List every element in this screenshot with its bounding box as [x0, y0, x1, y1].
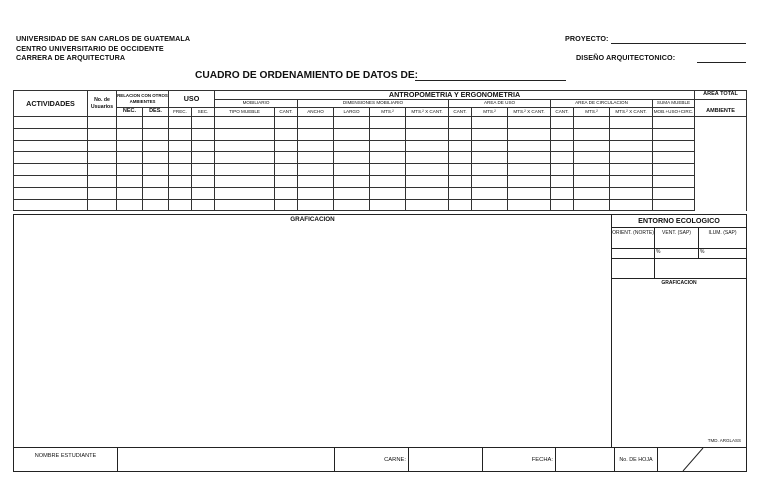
table-cell[interactable]	[143, 128, 169, 140]
table-cell[interactable]	[192, 199, 215, 211]
ilum-value[interactable]: %	[700, 249, 705, 255]
table-cell[interactable]	[508, 199, 551, 211]
table-cell[interactable]	[406, 152, 449, 164]
table-cell[interactable]	[449, 187, 472, 199]
table-cell[interactable]	[610, 117, 653, 129]
table-cell[interactable]	[117, 199, 143, 211]
table-cell[interactable]	[508, 117, 551, 129]
table-cell[interactable]	[449, 152, 472, 164]
graficacion-panel[interactable]	[13, 214, 612, 448]
table-cell[interactable]	[215, 117, 275, 129]
table-cell[interactable]	[117, 187, 143, 199]
data-table	[13, 90, 747, 211]
table-cell[interactable]	[472, 117, 508, 129]
table-cell[interactable]	[574, 128, 610, 140]
table-cell[interactable]	[508, 187, 551, 199]
table-cell	[695, 175, 747, 187]
table-cell[interactable]	[298, 187, 334, 199]
table-cell	[695, 140, 747, 152]
carne-field[interactable]	[409, 448, 483, 471]
table-cell[interactable]	[449, 140, 472, 152]
table-cell[interactable]	[192, 152, 215, 164]
table-cell[interactable]	[192, 164, 215, 176]
table-cell[interactable]	[370, 117, 406, 129]
table-cell[interactable]	[406, 199, 449, 211]
entorno-ilum: ILUM. (SAP)	[708, 230, 737, 236]
col-ambiente: AMBIENTE	[695, 108, 747, 117]
col-mts2-uso: MTS.²	[472, 108, 508, 117]
table-cell[interactable]	[215, 199, 275, 211]
credit-text: TMD. ARGLASS	[707, 438, 741, 443]
table-cell[interactable]	[551, 140, 574, 152]
table-cell[interactable]	[117, 175, 143, 187]
col-cant-mob: CANT.	[275, 108, 298, 117]
table-cell[interactable]	[117, 140, 143, 152]
table-cell[interactable]	[370, 187, 406, 199]
table-cell[interactable]	[551, 199, 574, 211]
table-cell[interactable]	[653, 117, 695, 129]
graficacion-label: GRAFICACION	[290, 216, 335, 223]
table-cell[interactable]	[275, 117, 298, 129]
table-cell[interactable]	[574, 175, 610, 187]
table-cell[interactable]	[169, 128, 192, 140]
table-cell[interactable]	[370, 152, 406, 164]
table-cell[interactable]	[275, 152, 298, 164]
table-cell[interactable]	[370, 199, 406, 211]
table-cell[interactable]	[275, 140, 298, 152]
diseno-field[interactable]	[697, 62, 746, 63]
table-cell[interactable]	[88, 164, 117, 176]
table-cell[interactable]	[275, 175, 298, 187]
table-cell[interactable]	[192, 140, 215, 152]
no-hoja-label: No. DE HOJA	[615, 448, 658, 471]
group-area-circulacion: AREA DE CIRCULACION	[551, 100, 653, 108]
table-cell[interactable]	[610, 128, 653, 140]
table-cell[interactable]	[14, 117, 88, 129]
table-cell[interactable]	[334, 187, 370, 199]
table-cell[interactable]	[551, 128, 574, 140]
table-cell[interactable]	[169, 164, 192, 176]
diseno-label: DISEÑO ARQUITECTONICO:	[576, 53, 676, 62]
group-dimensiones: DIMENSIONES MOBILIARIO	[298, 100, 449, 108]
group-area-uso: AREA DE USO	[449, 100, 551, 108]
table-cell[interactable]	[14, 140, 88, 152]
table-row	[14, 140, 747, 152]
table-cell[interactable]	[215, 128, 275, 140]
entorno-title: ENTORNO ECOLOGICO	[612, 215, 746, 228]
table-cell[interactable]	[472, 152, 508, 164]
col-ancho: ANCHO	[298, 108, 334, 117]
table-cell[interactable]	[275, 187, 298, 199]
col-cant-uso: CANT.	[449, 108, 472, 117]
table-cell[interactable]	[610, 175, 653, 187]
table-cell[interactable]	[406, 140, 449, 152]
table-cell[interactable]	[406, 128, 449, 140]
table-row	[14, 199, 747, 211]
entorno-orient: ORIENT. (NORTE)	[612, 228, 655, 248]
table-cell[interactable]	[117, 164, 143, 176]
col-mts2-cant-uso: MTS.² X CANT.	[508, 108, 551, 117]
entorno-panel	[611, 214, 747, 448]
table-cell[interactable]	[508, 128, 551, 140]
table-cell[interactable]	[275, 128, 298, 140]
institution-header	[16, 34, 190, 63]
table-cell[interactable]	[215, 152, 275, 164]
group-suma-mueble: SUMA MUEBLE	[653, 100, 695, 108]
table-cell[interactable]	[143, 164, 169, 176]
col-mob-uso-circ: MOB.+USO+CIRC.	[653, 108, 695, 117]
table-cell[interactable]	[298, 199, 334, 211]
career-name: CARRERA DE ARQUITECTURA	[16, 53, 126, 63]
table-cell[interactable]	[508, 175, 551, 187]
table-cell[interactable]	[449, 164, 472, 176]
table-cell[interactable]	[88, 187, 117, 199]
table-cell[interactable]	[472, 128, 508, 140]
table-cell[interactable]	[275, 164, 298, 176]
table-cell[interactable]	[653, 152, 695, 164]
col-largo: LARGO	[334, 108, 370, 117]
table-cell[interactable]	[169, 175, 192, 187]
table-cell	[695, 164, 747, 176]
table-cell[interactable]	[14, 152, 88, 164]
entorno-vent: VENT. (SAP)	[655, 228, 699, 248]
table-cell[interactable]	[551, 152, 574, 164]
center-name: CENTRO UNIVERSITARIO DE OCCIDENTE	[16, 43, 164, 53]
table-cell[interactable]	[334, 199, 370, 211]
table-cell[interactable]	[14, 175, 88, 187]
table-cell[interactable]	[551, 164, 574, 176]
table-cell[interactable]	[574, 199, 610, 211]
table-cell[interactable]	[192, 117, 215, 129]
fecha-field[interactable]	[556, 448, 615, 471]
table-cell[interactable]	[14, 199, 88, 211]
table-cell[interactable]	[574, 117, 610, 129]
col-mts2-dim: MTS.²	[370, 108, 406, 117]
table-cell[interactable]	[169, 187, 192, 199]
table-cell[interactable]	[143, 152, 169, 164]
table-row	[14, 187, 747, 199]
table-cell[interactable]	[88, 117, 117, 129]
table-row	[14, 175, 747, 187]
table-cell[interactable]	[169, 140, 192, 152]
table-cell[interactable]	[574, 187, 610, 199]
table-cell[interactable]	[653, 175, 695, 187]
table-cell[interactable]	[143, 140, 169, 152]
table-cell[interactable]	[472, 140, 508, 152]
table-row	[14, 128, 747, 140]
table-cell[interactable]	[334, 152, 370, 164]
table-cell[interactable]	[653, 199, 695, 211]
table-cell	[695, 152, 747, 164]
table-cell[interactable]	[215, 175, 275, 187]
table-cell[interactable]	[298, 140, 334, 152]
col-no-usuarios: No. de Usuarios	[88, 91, 117, 117]
group-mobiliario: MOBILIARIO	[215, 100, 298, 108]
proyecto-field[interactable]	[611, 43, 746, 44]
table-cell[interactable]	[449, 175, 472, 187]
table-cell[interactable]	[334, 117, 370, 129]
table-cell[interactable]	[610, 140, 653, 152]
table-cell[interactable]	[169, 117, 192, 129]
col-mts2-circ: MTS.²	[574, 108, 610, 117]
document-title: CUADRO DE ORDENAMIENTO DE DATOS DE:	[195, 70, 419, 81]
col-frec: FREC.	[169, 108, 192, 117]
table-cell[interactable]	[370, 140, 406, 152]
table-cell[interactable]	[192, 128, 215, 140]
table-cell	[695, 187, 747, 199]
footer-row	[13, 447, 747, 472]
vent-value[interactable]: %	[655, 249, 699, 258]
table-cell[interactable]	[88, 152, 117, 164]
col-relacion: RELACION CON OTROS AMBIENTES	[117, 91, 169, 108]
table-cell[interactable]	[88, 175, 117, 187]
table-cell[interactable]	[610, 164, 653, 176]
table-cell[interactable]	[334, 164, 370, 176]
table-cell[interactable]	[88, 140, 117, 152]
table-cell[interactable]	[472, 175, 508, 187]
fecha-label: FECHA:	[483, 448, 556, 471]
col-uso: USO	[169, 91, 215, 108]
table-cell[interactable]	[88, 128, 117, 140]
table-cell[interactable]	[449, 199, 472, 211]
table-cell[interactable]	[653, 128, 695, 140]
table-cell[interactable]	[215, 187, 275, 199]
table-cell[interactable]	[574, 140, 610, 152]
col-des: DES.	[143, 108, 169, 117]
table-cell[interactable]	[334, 140, 370, 152]
table-cell[interactable]	[14, 128, 88, 140]
table-row	[14, 164, 747, 176]
table-cell[interactable]	[449, 128, 472, 140]
col-mts2-cant-circ: MTS.² X CANT.	[610, 108, 653, 117]
proyecto-label: PROYECTO:	[565, 34, 609, 43]
table-cell[interactable]	[169, 152, 192, 164]
table-cell[interactable]	[117, 152, 143, 164]
table-cell[interactable]	[508, 152, 551, 164]
carne-label: CARNE:	[335, 448, 409, 471]
table-cell[interactable]	[192, 187, 215, 199]
table-cell[interactable]	[192, 175, 215, 187]
table-cell	[695, 128, 747, 140]
table-cell[interactable]	[334, 175, 370, 187]
table-cell[interactable]	[574, 152, 610, 164]
table-cell[interactable]	[298, 164, 334, 176]
col-area: AREA TOTAL	[695, 91, 747, 100]
table-cell[interactable]	[14, 187, 88, 199]
table-cell[interactable]	[406, 164, 449, 176]
no-hoja-field[interactable]	[658, 448, 746, 471]
table-cell[interactable]	[610, 152, 653, 164]
title-field[interactable]	[415, 80, 566, 81]
table-cell[interactable]	[215, 140, 275, 152]
table-cell[interactable]	[406, 175, 449, 187]
table-cell[interactable]	[610, 187, 653, 199]
table-cell[interactable]	[370, 175, 406, 187]
table-cell[interactable]	[610, 199, 653, 211]
table-cell[interactable]	[653, 140, 695, 152]
table-cell[interactable]	[298, 175, 334, 187]
table-cell[interactable]	[215, 164, 275, 176]
nombre-field[interactable]	[118, 448, 335, 471]
table-cell[interactable]	[334, 128, 370, 140]
table-cell	[695, 199, 747, 211]
table-cell[interactable]	[449, 117, 472, 129]
col-nec: NEC.	[117, 108, 143, 117]
table-cell[interactable]	[653, 187, 695, 199]
table-cell[interactable]	[551, 175, 574, 187]
col-sec: SEC.	[192, 108, 215, 117]
table-cell[interactable]	[298, 152, 334, 164]
nombre-label: NOMBRE ESTUDIANTE	[14, 448, 118, 471]
table-cell[interactable]	[406, 187, 449, 199]
table-row	[14, 117, 747, 129]
table-cell[interactable]	[508, 164, 551, 176]
table-cell[interactable]	[14, 164, 88, 176]
table-cell[interactable]	[472, 199, 508, 211]
table-cell[interactable]	[551, 117, 574, 129]
table-cell[interactable]	[117, 117, 143, 129]
table-cell[interactable]	[406, 117, 449, 129]
col-antropometria: ANTROPOMETRIA Y ERGONOMETRIA	[215, 91, 695, 100]
table-cell[interactable]	[298, 128, 334, 140]
slash-divider	[658, 448, 749, 471]
table-cell[interactable]	[143, 199, 169, 211]
university-name: UNIVERSIDAD DE SAN CARLOS DE GUATEMALA	[16, 34, 191, 43]
col-actividades: ACTIVIDADES	[14, 91, 88, 117]
table-cell[interactable]	[370, 164, 406, 176]
table-cell[interactable]	[169, 199, 192, 211]
col-mts2-cant-dim: MTS.² X CANT.	[406, 108, 449, 117]
table-cell[interactable]	[370, 128, 406, 140]
table-cell[interactable]	[275, 199, 298, 211]
table-cell[interactable]	[143, 117, 169, 129]
col-cant-circ: CANT.	[551, 108, 574, 117]
table-cell[interactable]	[472, 187, 508, 199]
table-cell[interactable]	[88, 199, 117, 211]
table-cell[interactable]	[143, 187, 169, 199]
table-cell	[695, 117, 747, 129]
table-cell[interactable]	[508, 140, 551, 152]
table-cell[interactable]	[551, 187, 574, 199]
table-row	[14, 152, 747, 164]
table-cell[interactable]	[143, 175, 169, 187]
table-cell[interactable]	[117, 128, 143, 140]
table-cell[interactable]	[298, 117, 334, 129]
orient-value[interactable]	[612, 249, 655, 258]
col-tipo-mueble: TIPO MUEBLE	[215, 108, 275, 117]
table-cell[interactable]	[472, 164, 508, 176]
table-cell[interactable]	[574, 164, 610, 176]
entorno-graficacion-label: GRAFICACION	[661, 280, 697, 286]
table-cell[interactable]	[653, 164, 695, 176]
